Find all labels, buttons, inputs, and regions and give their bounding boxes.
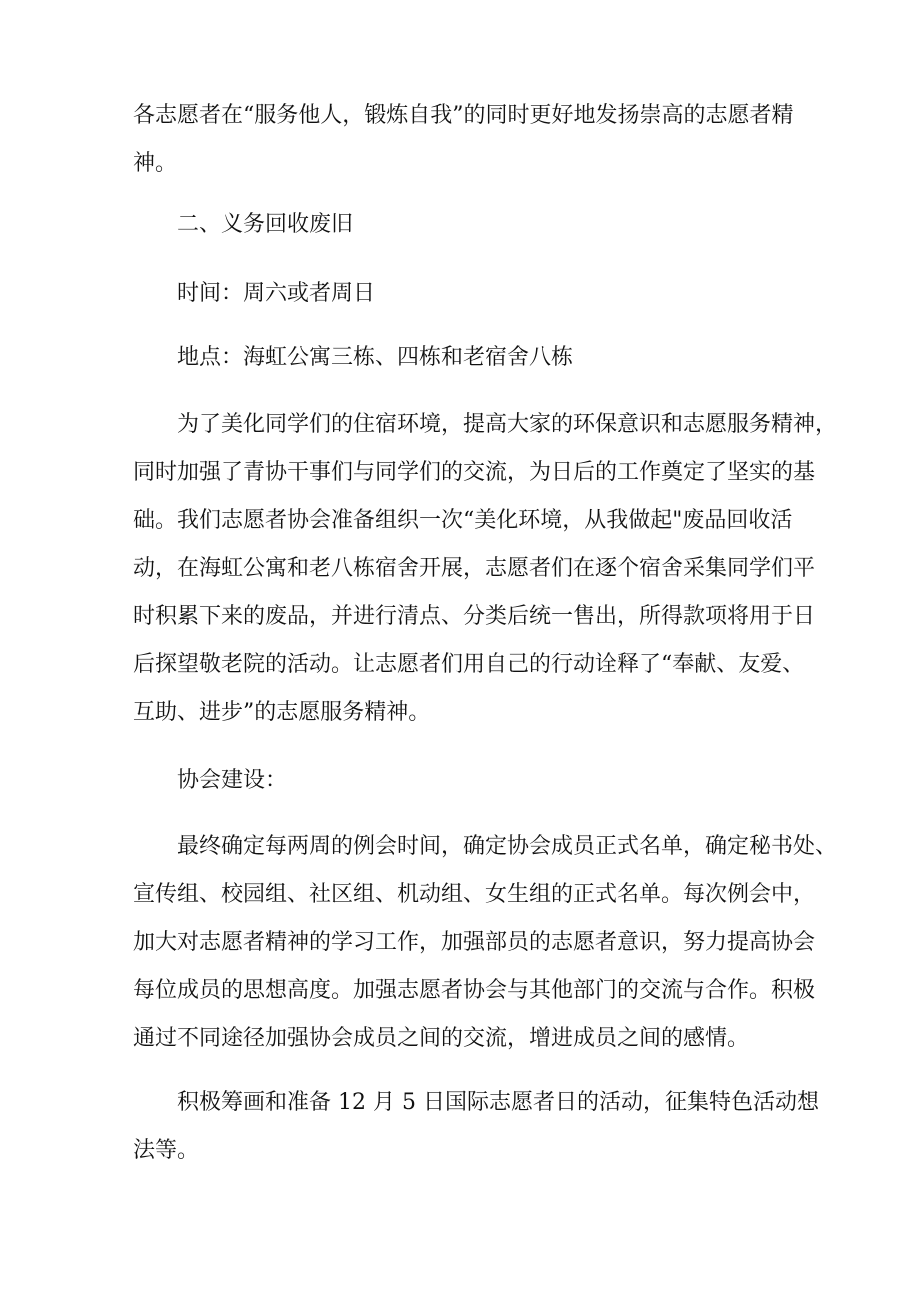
paragraph-line: 同时加强了青协干事们与同学们的交流，为日后的工作奠定了坚实的基 bbox=[133, 460, 816, 485]
time-line: 时间：周六或者周日 bbox=[177, 281, 376, 306]
paragraph-line: 法等。 bbox=[133, 1138, 200, 1163]
paragraph-line: 积极筹画和准备 12 月 5 日国际志愿者日的活动，征集特色活动想 bbox=[177, 1090, 819, 1115]
paragraph-line: 后探望敬老院的活动。让志愿者们用自己的行动诠释了“奉献、友爱、 bbox=[133, 652, 805, 677]
section-heading: 二、义务回收废旧 bbox=[177, 212, 354, 237]
paragraph-line: 每位成员的思想高度。加强志愿者协会与其他部门的交流与合作。积极 bbox=[133, 978, 816, 1003]
location-line: 地点：海虹公寓三栋、四栋和老宿舍八栋 bbox=[177, 345, 574, 370]
section-heading: 协会建设： bbox=[177, 768, 288, 793]
paragraph-line: 神。 bbox=[133, 151, 178, 176]
paragraph-line: 互助、进步”的志愿服务精神。 bbox=[133, 700, 431, 725]
paragraph-line: 础。我们志愿者协会准备组织一次“美化环境，从我做起"废品回收活 bbox=[133, 508, 793, 533]
paragraph-line: 动，在海虹公寓和老八栋宿舍开展，志愿者们在逐个宿舍采集同学们平 bbox=[133, 556, 816, 581]
paragraph-line: 时积累下来的废品，并进行清点、分类后统一售出，所得款项将用于日 bbox=[133, 604, 816, 629]
paragraph-line: 通过不同途径加强协会成员之间的交流，增进成员之间的感情。 bbox=[133, 1026, 750, 1051]
paragraph-line: 为了美化同学们的住宿环境，提高大家的环保意识和志愿服务精神， bbox=[177, 412, 838, 437]
paragraph-line: 加大对志愿者精神的学习工作，加强部员的志愿者意识，努力提高协会 bbox=[133, 930, 816, 955]
paragraph-line: 最终确定每两周的例会时间，确定协会成员正式名单，确定秘书处、 bbox=[177, 834, 838, 859]
paragraph-line: 各志愿者在“服务他人，锻炼自我”的同时更好地发扬崇高的志愿者精 bbox=[133, 103, 794, 128]
paragraph-line: 宣传组、校园组、社区组、机动组、女生组的正式名单。每次例会中， bbox=[133, 882, 816, 907]
